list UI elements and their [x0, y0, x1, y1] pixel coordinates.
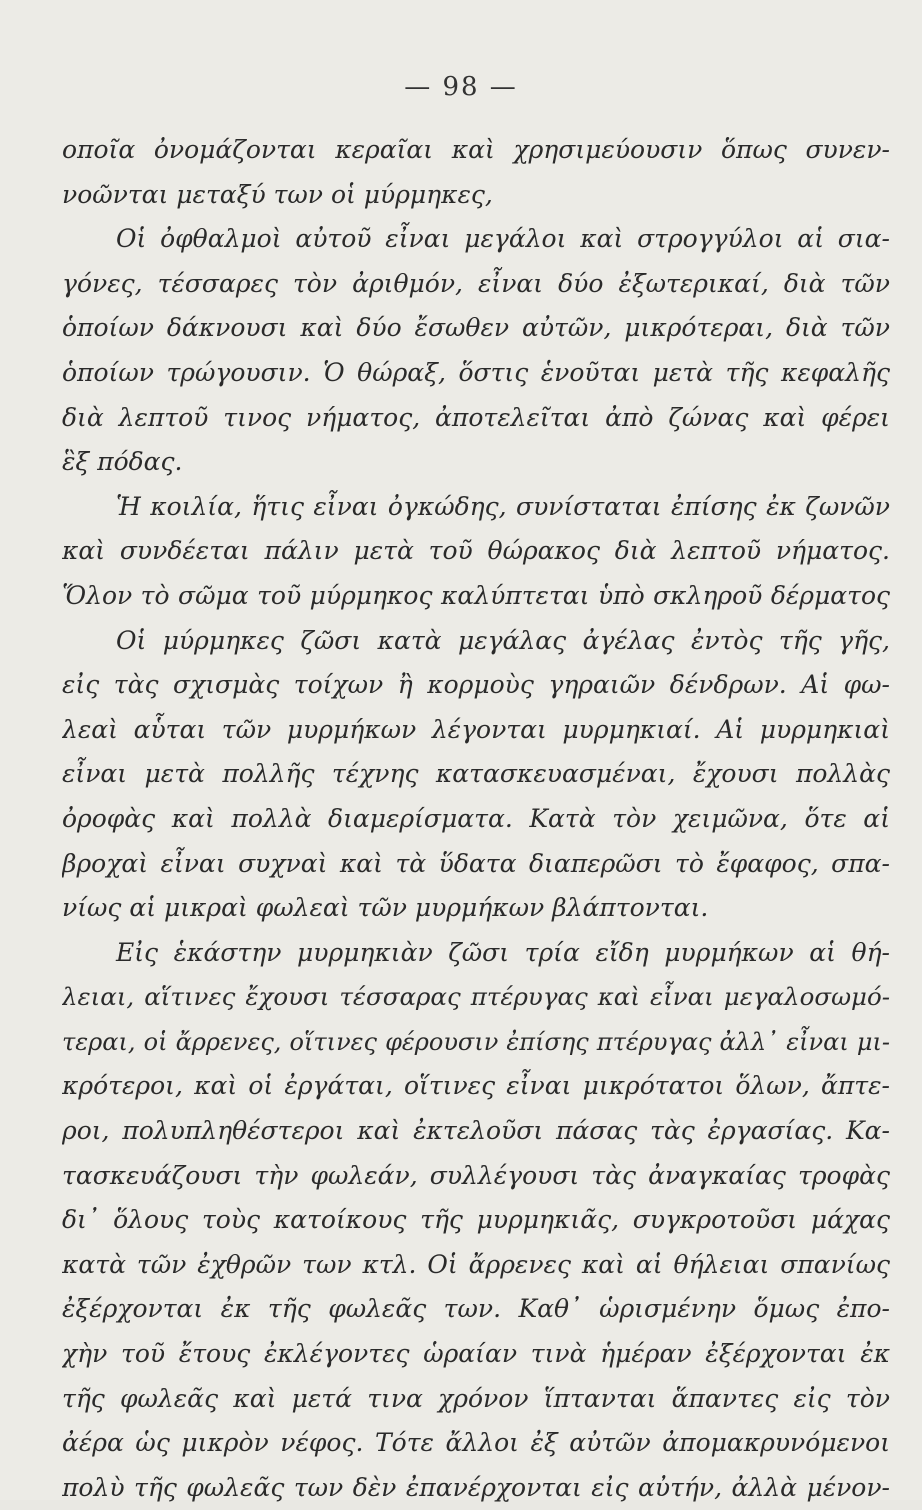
body-text — [62, 128, 890, 1510]
text-line: νοῶνται μεταξύ των οἱ μύρμηκες, — [62, 179, 493, 209]
text-line: ἐξέρχονται ἐκ τῆς φωλεᾶς των. Καθ᾽ ὡρισμένην ὅμως ἐπο- — [62, 1294, 890, 1324]
text-line: ὀροφὰς καὶ πολλὰ διαμερίσματα. Κατὰ τὸν χειμῶνα, ὅτε αἱ — [62, 803, 890, 833]
text-line: ὁποίων τρώγουσιν. Ὁ θώραξ, ὅστις ἑνοῦται μετὰ τῆς κεφαλῆς — [62, 357, 890, 387]
text-line: οποῖα ὀνομάζονται κεραῖαι καὶ χρησιμεύουσιν ὅπως συνεν- — [62, 135, 890, 164]
text-line: εἶναι μετὰ πολλῆς τέχνης κατασκευασμέναι, ἔχουσι πολλὰς — [62, 759, 890, 789]
text-line: καὶ συνδέεται πάλιν μετὰ τοῦ θώρακος διὰ λεπτοῦ νήματος. — [62, 536, 890, 566]
text-line: διὰ λεπτοῦ τινος νήματος, ἀποτελεῖται ἀπὸ ζώνας καὶ φέρει — [62, 402, 890, 432]
text-line: ροι, πολυπληθέστεροι καὶ ἐκτελοῦσι πάσας τὰς ἐργασίας. Κα- — [62, 1116, 890, 1146]
text-line: κατὰ τῶν ἐχθρῶν των κτλ. Οἱ ἄρρενες καὶ αἱ θήλειαι σπανίως — [62, 1249, 890, 1279]
text-line: ὁποίων δάκνουσι καὶ δύο ἔσωθεν αὐτῶν, μικρότεραι, διὰ τῶν — [62, 313, 890, 343]
text-line: Εἰς ἑκάστην μυρμηκιὰν ζῶσι τρία εἴδη μυρμήκων αἱ θή- — [116, 937, 890, 967]
page-number: — 98 — — [404, 72, 518, 102]
text-line: λειαι, αἵτινες ἔχουσι τέσσαρας πτέρυγας καὶ εἶναι μεγαλοσωμό- — [62, 982, 890, 1012]
text-line: λεαὶ αὗται τῶν μυρμήκων λέγονται μυρμηκιαί. Αἱ μυρμηκιαὶ — [62, 714, 890, 744]
text-line: κρότεροι, καὶ οἱ ἐργάται, οἵτινες εἶναι μικρότατοι ὅλων, ἄπτε- — [62, 1071, 890, 1101]
text-line: ἀέρα ὡς μικρὸν νέφος. Τότε ἄλλοι ἐξ αὐτῶν ἀπομακρυνόμενοι — [62, 1428, 890, 1458]
text-line: βροχαὶ εἶναι συχναὶ καὶ τὰ ὕδατα διαπερῶσι τὸ ἔφαφος, σπα- — [62, 848, 890, 878]
text-line: Οἱ ὀφθαλμοὶ αὐτοῦ εἶναι μεγάλοι καὶ στρογγύλοι αἱ σια- — [116, 224, 890, 254]
text-line: πολὺ τῆς φωλεᾶς των δὲν ἐπανέρχονται εἰς αὐτήν, ἀλλὰ μένον- — [62, 1472, 890, 1502]
text-line: νίως αἱ μικραὶ φωλεαὶ τῶν μυρμήκων βλάπτονται. — [62, 893, 709, 923]
text-line: τασκευάζουσι τὴν φωλεάν, συλλέγουσι τὰς ἀναγκαίας τροφὰς — [62, 1160, 890, 1190]
text-line: εἰς τὰς σχισμὰς τοίχων ἢ κορμοὺς γηραιῶν δένδρων. Αἱ φω- — [62, 670, 890, 700]
text-line: δι᾽ ὅλους τοὺς κατοίκους τῆς μυρμηκιᾶς, συγκροτοῦσι μάχας — [62, 1205, 890, 1235]
text-line: Ἡ κοιλία, ἥτις εἶναι ὀγκώδης, συνίσταται ἐπίσης ἐκ ζωνῶν — [116, 491, 890, 521]
text-line: γόνες, τέσσαρες τὸν ἀριθμόν, εἶναι δύο ἐξωτερικαί, διὰ τῶν — [62, 268, 890, 298]
text-line: τεραι, οἱ ἄρρενες, οἵτινες φέρουσιν ἐπίσης πτέρυγας ἀλλ᾽ εἶναι μι- — [62, 1027, 890, 1056]
text-line: Οἱ μύρμηκες ζῶσι κατὰ μεγάλας ἀγέλας ἐντὸς τῆς γῆς, — [116, 625, 890, 655]
text-line: ἓξ πόδας. — [62, 447, 183, 477]
text-line: χὴν τοῦ ἔτους ἐκλέγοντες ὡραίαν τινὰ ἡμέραν ἐξέρχονται ἐκ — [62, 1339, 890, 1369]
text-line: τῆς φωλεᾶς καὶ μετά τινα χρόνον ἵπτανται ἅπαντες εἰς τὸν — [62, 1383, 890, 1413]
text-line: Ὅλον τὸ σῶμα τοῦ μύρμηκος καλύπτεται ὑπὸ σκληροῦ δέρματος — [62, 580, 890, 610]
